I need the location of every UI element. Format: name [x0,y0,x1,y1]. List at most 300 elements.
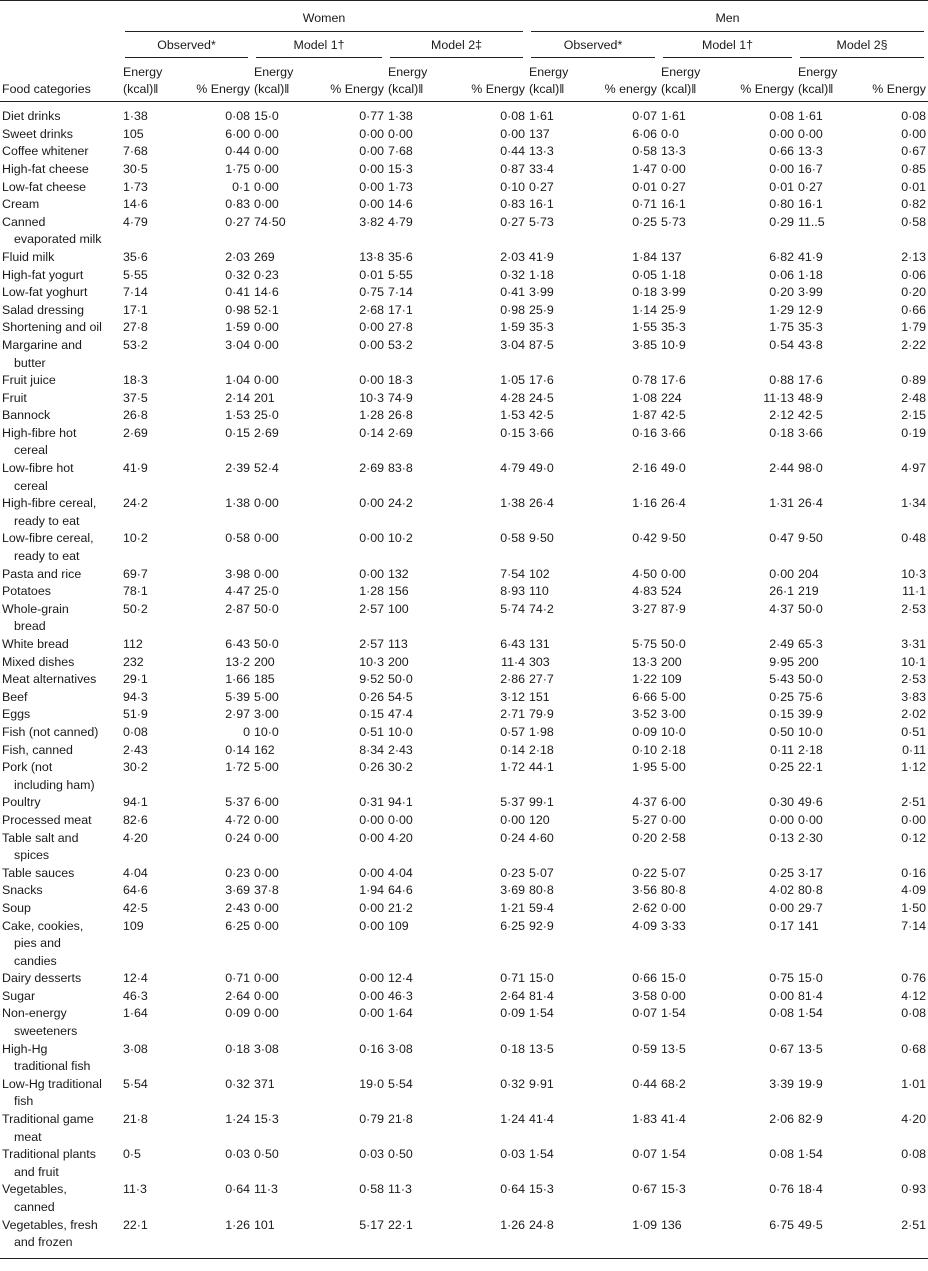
energy-value-cell: 3·08 [254,1041,279,1056]
energy-value-cell: 39·9 [798,707,823,722]
percent-energy-cell: 0·14 [225,742,250,757]
food-category-cell: Sugar [2,988,36,1003]
percent-energy-cell: 3·52 [632,707,657,722]
energy-value-cell: 3·66 [529,425,554,440]
percent-energy-cell: 0·00 [359,531,384,546]
percent-energy-cell: 0·07 [632,109,657,124]
table-row [0,214,928,249]
percent-energy-cell: 1·72 [500,760,525,775]
percent-energy-cell: 0·50 [769,724,794,739]
energy-value-cell: 201 [254,390,275,405]
energy-value-cell: 41·9 [123,461,148,476]
energy-value-cell: 15·0 [798,971,823,986]
energy-value-cell: 0·00 [661,988,686,1003]
energy-value-cell: 269 [254,249,275,264]
food-category-cell: Cake, cookies, pies and candies [2,918,84,968]
food-category-cell: Low-fibre cereal, ready to eat [2,531,94,564]
percent-energy-cell: 10·1 [901,654,926,669]
percent-energy-cell: 2·14 [225,390,250,405]
percent-energy-cell: 0·18 [225,1041,250,1056]
energy-value-cell: 50·0 [388,672,413,687]
food-category-cell: Potatoes [2,584,51,599]
percent-energy-header: % Energy [330,82,384,97]
percent-energy-cell: 1·79 [901,320,926,335]
percent-energy-cell: 0·47 [769,531,794,546]
table-row [0,706,928,724]
percent-energy-cell: 1·47 [632,161,657,176]
energy-value-cell: 79·9 [529,707,554,722]
percent-energy-cell: 0·24 [225,830,250,845]
percent-energy-cell: 0·18 [769,425,794,440]
energy-value-cell: 16·1 [661,197,686,212]
table-row [0,1111,928,1146]
energy-value-cell: 1·54 [661,1006,686,1021]
percent-energy-cell: 2·22 [901,337,926,352]
energy-value-cell: 94·1 [388,795,413,810]
energy-value-cell: 5·73 [661,214,686,229]
energy-value-cell: 16·1 [529,197,554,212]
percent-energy-cell: 0·23 [225,865,250,880]
energy-value-cell: 1·61 [529,109,554,124]
food-category-cell: Soup [2,900,31,915]
energy-value-cell: 87·9 [661,601,686,616]
energy-value-cell: 0·00 [254,179,279,194]
percent-energy-cell: 0·83 [225,197,250,212]
energy-value-cell: 5·55 [123,267,148,282]
percent-energy-cell: 0·00 [359,918,384,933]
percent-energy-header: % Energy [740,82,794,97]
percent-energy-cell: 5·74 [500,601,525,616]
energy-value-cell: 21·8 [123,1112,148,1127]
energy-value-cell: 24·2 [123,496,148,511]
percent-energy-cell: 2·15 [901,408,926,423]
food-category-cell: Table sauces [2,865,75,880]
food-category-cell: Meat alternatives [2,672,97,687]
percent-energy-cell: 2·68 [359,302,384,317]
energy-value-cell: 224 [661,390,682,405]
food-category-cell: Fluid milk [2,249,55,264]
percent-energy-cell: 0 [243,724,250,739]
energy-value-cell: 2·18 [798,742,823,757]
table-row [0,636,928,654]
table-row [0,161,928,179]
energy-value-cell: 1·64 [123,1006,148,1021]
energy-value-cell: 59·4 [529,900,554,915]
energy-value-cell: 0·50 [254,1147,279,1162]
table-row [0,918,928,971]
percent-energy-cell: 0·31 [359,795,384,810]
percent-energy-cell: 0·58 [500,531,525,546]
percent-energy-cell: 0·20 [632,830,657,845]
food-category-cell: Cream [2,197,40,212]
energy-value-cell: 30·5 [123,161,148,176]
table-row [0,759,928,794]
percent-energy-cell: 0·75 [769,971,794,986]
percent-energy-cell: 2·71 [500,707,525,722]
energy-value-cell: 68·2 [661,1076,686,1091]
energy-value-cell: 2·69 [123,425,148,440]
percent-energy-cell: 0·20 [901,285,926,300]
energy-value-cell: 26·8 [388,408,413,423]
food-categories-header: Food categories [2,82,91,97]
energy-value-cell: 9·50 [798,531,823,546]
energy-value-cell: 98·0 [798,461,823,476]
energy-value-cell: 6·00 [254,795,279,810]
energy-value-cell: 1·54 [529,1006,554,1021]
energy-value-cell: 7·14 [123,285,148,300]
percent-energy-cell: 3·69 [500,883,525,898]
energy-value-cell: 50·0 [254,601,279,616]
energy-value-cell: 15·3 [529,1182,554,1197]
energy-value-cell: 44·1 [529,760,554,775]
energy-value-cell: 0·27 [661,179,686,194]
energy-value-cell: 5·00 [254,689,279,704]
energy-value-cell: 74·50 [254,214,286,229]
percent-energy-header: % Energy [872,82,926,97]
percent-energy-cell: 1·01 [901,1076,926,1091]
percent-energy-cell: 0·78 [632,373,657,388]
percent-energy-cell: 0·58 [632,144,657,159]
energy-value-cell: 2·69 [388,425,413,440]
energy-value-cell: 2·43 [123,742,148,757]
percent-energy-cell: 11·4 [501,654,525,669]
percent-energy-cell: 0·93 [901,1182,926,1197]
percent-energy-cell: 6·66 [632,689,657,704]
percent-energy-cell: 1·05 [500,373,525,388]
energy-value-cell: 2·58 [661,830,686,845]
food-category-cell: High-fibre cereal, ready to eat [2,496,97,528]
table-row [0,654,928,672]
energy-value-cell: 87·5 [529,337,554,352]
percent-energy-cell: 0·29 [769,214,794,229]
energy-kcal-header: Energy (kcal)‖ [254,65,294,97]
percent-energy-cell: 0·00 [359,320,384,335]
table-row [0,302,928,320]
percent-energy-cell: 0·16 [901,865,926,880]
energy-value-cell: 132 [388,566,409,581]
energy-value-cell: 53·2 [388,337,413,352]
energy-value-cell: 41·4 [661,1112,686,1127]
percent-energy-cell: 0·18 [500,1041,525,1056]
percent-energy-cell: 0·12 [901,830,926,845]
percent-energy-cell: 2·06 [769,1112,794,1127]
energy-value-cell: 47·4 [388,707,413,722]
energy-value-cell: 3·33 [661,918,686,933]
energy-value-cell: 80·8 [661,883,686,898]
energy-value-cell: 1·61 [661,109,686,124]
table-row [0,425,928,460]
table-row [0,830,928,865]
energy-value-cell: 35·3 [798,320,823,335]
percent-energy-cell: 13·3 [632,654,657,669]
energy-value-cell: 9·50 [529,531,554,546]
percent-energy-cell: 3·39 [769,1076,794,1091]
percent-energy-cell: 6·25 [225,918,250,933]
energy-value-cell: 18·4 [798,1182,823,1197]
energy-value-cell: 0·00 [388,126,413,141]
women-observed-header: Observed* [121,32,252,59]
energy-value-cell: 0·00 [254,373,279,388]
energy-value-cell: 5·73 [529,214,554,229]
energy-value-cell: 15·0 [254,109,279,124]
energy-value-cell: 137 [661,249,682,264]
energy-value-cell: 50·0 [661,637,686,651]
percent-energy-cell: 0·76 [901,971,926,986]
percent-energy-cell: 0·00 [769,126,794,141]
energy-value-cell: 64·6 [123,883,148,898]
energy-value-cell: 0·00 [254,918,279,933]
energy-value-cell: 371 [254,1076,275,1091]
percent-energy-cell: 1·53 [225,408,250,423]
percent-energy-cell: 0·44 [632,1076,657,1091]
table-row [0,601,928,636]
food-category-cell: Coffee whitener [2,144,89,159]
energy-value-cell: 24·2 [388,496,413,511]
percent-energy-cell: 0·00 [769,900,794,915]
percent-energy-cell: 0·00 [359,496,384,511]
food-category-cell: High-fat yogurt [2,267,84,282]
energy-value-cell: 16·7 [798,161,823,176]
percent-energy-cell: 0·14 [359,425,384,440]
percent-energy-cell: 1·95 [632,760,657,775]
energy-value-cell: 524 [661,584,682,599]
percent-energy-cell: 5·17 [359,1217,384,1232]
energy-value-cell: 27·8 [388,320,413,335]
percent-energy-cell: 0·03 [225,1147,250,1162]
percent-energy-cell: 0·06 [769,267,794,282]
percent-energy-cell: 2·86 [500,672,525,687]
percent-energy-cell: 0·00 [769,566,794,581]
table-row [0,1005,928,1040]
energy-value-cell: 49·0 [529,461,554,476]
percent-energy-cell: 3·82 [359,214,384,229]
energy-value-cell: 51·9 [123,707,148,722]
energy-value-cell: 0·00 [254,830,279,845]
food-category-cell: Non-energy sweeteners [2,1006,78,1039]
percent-energy-cell: 0·71 [632,197,657,212]
energy-value-cell: 6·00 [661,795,686,810]
percent-energy-cell: 0·00 [500,812,525,827]
percent-energy-cell: 0·32 [225,1076,250,1091]
energy-value-cell: 3·99 [661,285,686,300]
energy-value-cell: 1·18 [798,267,823,282]
energy-value-cell: 35·3 [661,320,686,335]
energy-value-cell: 42·5 [123,900,148,915]
energy-value-cell: 10·0 [388,724,413,739]
energy-value-cell: 18·3 [123,373,148,388]
energy-value-cell: 1·38 [388,109,413,124]
percent-energy-cell: 2·51 [901,1217,926,1232]
percent-energy-header: % energy [604,82,657,97]
energy-value-cell: 0·00 [254,320,279,335]
percent-energy-cell: 0·71 [500,971,525,986]
energy-value-cell: 29·7 [798,900,823,915]
energy-value-cell: 49·5 [798,1217,823,1232]
energy-value-cell: 78·1 [123,584,148,599]
table-row [0,794,928,812]
energy-value-cell: 24·8 [529,1217,554,1232]
energy-value-cell: 200 [388,654,409,669]
food-category-cell: Salad dressing [2,302,84,317]
percent-energy-cell: 0·08 [769,1147,794,1162]
percent-energy-cell: 1·87 [632,408,657,423]
energy-value-cell: 30·2 [388,760,413,775]
percent-energy-cell: 0·10 [632,742,657,757]
percent-energy-cell: 8·34 [359,742,384,757]
percent-energy-cell: 4·47 [225,584,250,599]
energy-value-cell: 10·2 [123,531,148,546]
percent-energy-cell: 0·08 [901,1006,926,1021]
energy-value-cell: 82·9 [798,1112,823,1127]
percent-energy-cell: 0·51 [901,724,926,739]
percent-energy-cell: 0·32 [500,1076,525,1091]
percent-energy-cell: 1·04 [225,373,250,388]
table-row [0,1181,928,1216]
percent-energy-cell: 1·12 [901,760,926,775]
energy-value-cell: 0·00 [254,197,279,212]
energy-value-cell: 10·0 [661,724,686,739]
percent-energy-cell: 1·59 [500,320,525,335]
energy-value-cell: 18·3 [388,373,413,388]
energy-value-cell: 46·3 [388,988,413,1003]
percent-energy-header: % Energy [471,82,525,97]
energy-value-cell: 74·2 [529,601,554,616]
table-row [0,566,928,584]
energy-value-cell: 33·4 [529,161,554,176]
energy-value-cell: 10·0 [254,724,279,739]
percent-energy-cell: 0·87 [500,161,525,176]
table-row [0,319,928,337]
food-category-cell: Snacks [2,883,43,898]
energy-value-cell: 9·50 [661,531,686,546]
percent-energy-cell: 1·24 [500,1112,525,1127]
table-row [0,143,928,161]
percent-energy-cell: 0·15 [225,425,250,440]
percent-energy-cell: 0·00 [359,126,384,141]
men-model2-header: Model 2§ [796,32,928,59]
energy-value-cell: 27·8 [123,320,148,335]
energy-value-cell: 7·14 [388,285,413,300]
percent-energy-cell: 2·53 [901,672,926,687]
energy-value-cell: 14·6 [388,197,413,212]
energy-value-cell: 25·0 [254,584,279,599]
percent-energy-cell: 1·16 [632,496,657,511]
energy-value-cell: 100 [388,601,409,616]
food-category-cell: High-fibre hot cereal [2,425,77,458]
energy-value-cell: 0·00 [661,566,686,581]
energy-value-cell: 109 [661,672,682,687]
energy-value-cell: 80·8 [529,883,554,898]
percent-energy-cell: 0·01 [769,179,794,194]
percent-energy-cell: 0·57 [500,724,525,739]
food-category-cell: Pork (not including ham) [2,760,95,792]
percent-energy-cell: 0·66 [632,971,657,986]
percent-energy-cell: 3·04 [500,337,525,352]
percent-energy-cell: 4·09 [632,918,657,933]
energy-value-cell: 120 [529,812,550,827]
percent-energy-cell: 0·88 [769,373,794,388]
energy-value-cell: 12·9 [798,302,823,317]
energy-value-cell: 0·00 [798,812,823,827]
percent-energy-cell: 0·85 [901,161,926,176]
energy-value-cell: 27·7 [529,672,554,687]
energy-value-cell: 43·8 [798,337,823,352]
table-row [0,671,928,689]
energy-value-cell: 3·00 [661,707,686,722]
percent-energy-cell: 3·56 [632,883,657,898]
energy-value-cell: 13·5 [661,1041,686,1056]
energy-value-cell: 16·1 [798,197,823,212]
percent-energy-cell: 26·1 [769,584,794,599]
percent-energy-cell: 2·48 [901,390,926,405]
energy-value-cell: 0·00 [254,988,279,1003]
percent-energy-cell: 0·67 [901,144,926,159]
percent-energy-cell: 1·29 [769,302,794,317]
percent-energy-cell: 0·00 [359,337,384,352]
women-model1-header: Model 1† [252,32,386,59]
percent-energy-cell: 1·24 [225,1112,250,1127]
percent-energy-cell: 1·59 [225,320,250,335]
energy-value-cell: 185 [254,672,275,687]
energy-value-cell: 50·0 [798,672,823,687]
table-row [0,970,928,988]
energy-value-cell: 7·68 [123,144,148,159]
table-row [0,689,928,707]
percent-energy-cell: 0·00 [769,988,794,1003]
percent-energy-cell: 3·27 [632,601,657,616]
food-category-cell: Mixed dishes [2,654,75,669]
percent-energy-cell: 5·75 [632,637,657,651]
energy-value-cell: 22·1 [798,760,823,775]
energy-value-cell: 15·0 [529,971,554,986]
percent-energy-cell: 1·53 [500,408,525,423]
percent-energy-cell: 0·44 [500,144,525,159]
percent-energy-cell: 0·58 [359,1182,384,1197]
energy-value-cell: 7·68 [388,144,413,159]
percent-energy-cell: 5·37 [500,795,525,810]
percent-energy-cell: 2·64 [225,988,250,1003]
energy-value-cell: 4·04 [388,865,413,880]
percent-energy-cell: 0·27 [225,214,250,229]
food-category-cell: High-fat cheese [2,161,89,176]
energy-value-cell: 50·2 [123,601,148,616]
energy-value-cell: 15·0 [661,971,686,986]
percent-energy-cell: 0·01 [359,267,384,282]
energy-value-cell: 0·00 [254,144,279,159]
percent-energy-cell: 0·08 [225,109,250,124]
percent-energy-cell: 1·94 [359,883,384,898]
percent-energy-cell: 0·66 [901,302,926,317]
percent-energy-cell: 0·23 [500,865,525,880]
table-row [0,882,928,900]
energy-value-cell: 13·5 [798,1041,823,1056]
percent-energy-cell: 0·75 [359,285,384,300]
percent-energy-cell: 0·00 [359,1006,384,1021]
energy-value-cell: 3·17 [798,865,823,880]
energy-value-cell: 94·1 [123,795,148,810]
percent-energy-cell: 19·0 [359,1076,384,1091]
energy-value-cell: 10·2 [388,531,413,546]
energy-value-cell: 0·00 [254,566,279,581]
percent-energy-cell: 0·25 [769,689,794,704]
food-category-cell: Traditional plants and fruit [2,1147,96,1179]
percent-energy-cell: 0·09 [632,724,657,739]
percent-energy-cell: 1·28 [359,584,384,599]
percent-energy-cell: 0·11 [902,742,926,757]
energy-value-cell: 19·9 [798,1076,823,1091]
percent-energy-cell: 0·79 [359,1112,384,1127]
energy-value-cell: 26·4 [529,496,554,511]
